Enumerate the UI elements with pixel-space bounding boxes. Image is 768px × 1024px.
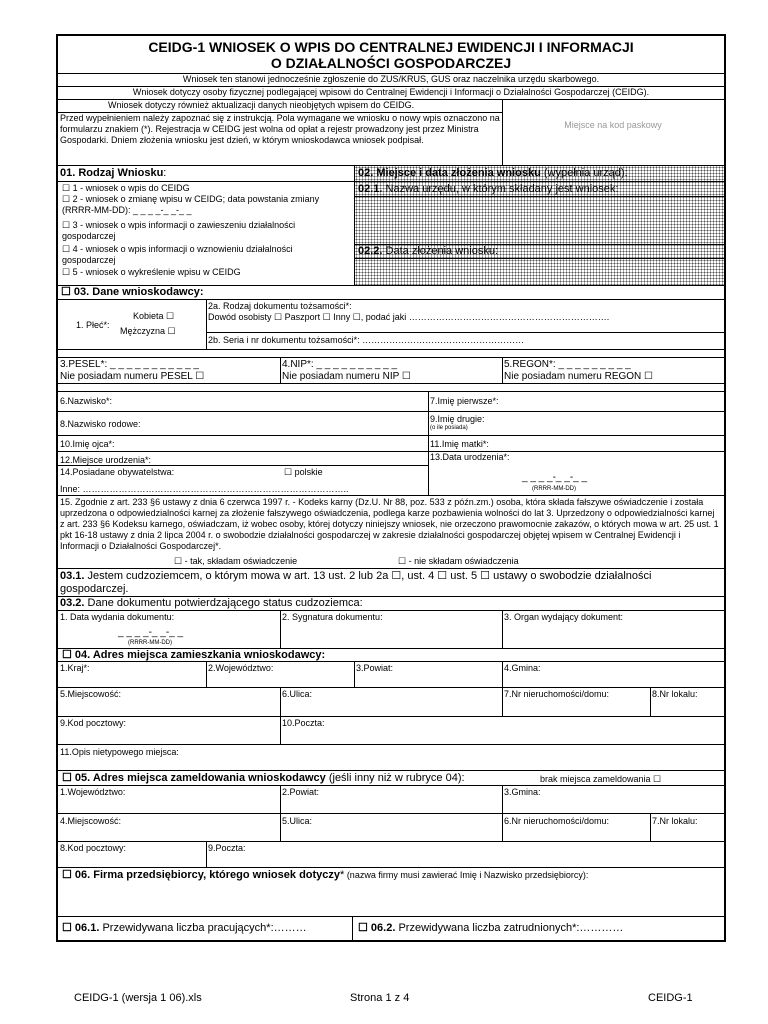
section-031-row — [58, 569, 724, 597]
instructions: Przed wypełnieniem należy zapoznać się z instrukcją. Pola wymagane we wniosku o nowy wpis oznaczono na formularzu znakiem (*). Rejestracja w CEIDG jest wolna od opłat a rejestr prowadzony jest przez Ministra Gospodarki. Dniem złożenia wniosku jest dzień, w którym wnioskodawca wniosek podpisał. — [60, 113, 500, 145]
ulica-field[interactable]: 6.Ulica: — [282, 689, 313, 699]
sygnatura-field[interactable]: 2. Sygnatura dokumentu: — [282, 612, 383, 622]
gmina-field[interactable]: 4.Gmina: — [504, 663, 541, 673]
zam-ulica-field[interactable]: 5.Ulica: — [282, 816, 313, 826]
regon-none-checkbox[interactable]: Nie posiadam numeru REGON ☐ — [504, 371, 654, 382]
nazwisko-rodowe-field[interactable]: 8.Nazwisko rodowe: — [60, 419, 141, 429]
section-01-title: 01. Rodzaj Wniosku: — [60, 167, 167, 179]
section-031-text: 03.1. Jestem cudzoziemcem, o którym mowa w art. 13 ust. 2 lub 2a ☐, ust. 4 ☐ ust. 5 ☐ ustawy o swobodzie działalności gospodarczej. — [60, 570, 652, 595]
s05-row1 — [58, 786, 724, 814]
title-line1: CEIDG-1 WNIOSEK O WPIS DO CENTRALNEJ EWIDENCJI I INFORMACJI — [148, 39, 634, 55]
section-06-title[interactable]: ☐ 06. Firma przedsiębiorcy, którego wniosek dotyczy* (nazwa firmy musi zawierać Imię i Nazwisko przedsiębiorcy): — [62, 869, 589, 881]
section-05-title-row — [58, 771, 724, 786]
imie-ojca-row — [58, 436, 724, 452]
zam-poczta-field[interactable]: 9.Poczta: — [208, 843, 246, 853]
oswiadczenie-text: 15. Zgodnie z art. 233 §6 ustawy z dnia 6 czerwca 1997 r. - Kodeks karny (Dz.U. Nr 88, poz. 533 z późn.zm.) osoba, która składa fałszywe oświadczenie i została uprzedzona o odpowiedzialności karnej za złożenie fałszywego oświadczenia, podlega karze pozbawienia wolności do lat 3. Uprzedzony o odpowiedzialności karnej z art. 233 §6 Kodeksu karnego, oświadczam, iż wobec osoby, której dotyczy niniejszy wniosek, nie orzeczono prawomocnie zakazów, o których mowa w art. 25 ust. 1 pkt 16-18 ustawy z dnia 2 lipca 2004 r. o swobodzie działalności gospodarczej w zakresie działalności gospodarczej objętej wpisem w Centralnej Ewidencji i Informacji o Działalności Gospodarczej*. — [60, 497, 719, 551]
section-021: 02.1. Nazwa urzędu, w którym składany jest wniosek: — [358, 183, 619, 195]
nip-none-checkbox[interactable]: Nie posiadam numeru NIP ☐ — [282, 371, 411, 382]
nr-lokalu-field[interactable]: 8.Nr lokalu: — [652, 689, 698, 699]
info-block — [58, 100, 724, 166]
miejscowosc-field[interactable]: 5.Miejscowość: — [60, 689, 122, 699]
imie-ojca-field[interactable]: 10.Imię ojca*: — [60, 439, 115, 449]
opt-zmiana[interactable]: ☐ 2 - wniosek o zmianę wpisu w CEIDG; data powstania zmiany — [62, 194, 320, 204]
oswiadczenie-nie-checkbox[interactable]: ☐ - nie składam oświadczenia — [398, 556, 519, 566]
wojewodztwo-field[interactable]: 2.Województwo: — [208, 663, 274, 673]
data-wydania-format: (RRRR-MM-DD) — [128, 640, 172, 646]
opt-wznowienie-cont: gospodarczej — [62, 255, 116, 265]
s04-row1 — [58, 662, 724, 688]
pesel-field[interactable]: 3.PESEL*: _ _ _ _ _ _ _ _ _ _ _ — [60, 359, 199, 370]
info-line2: Wniosek dotyczy osoby fizycznej podlegającej wpisowi do Centralnej Ewidencji i Informacji o Działalności Gospodarczej (CEIDG). — [58, 87, 724, 100]
spacer-row — [58, 384, 724, 392]
liczba-pracujacych-field[interactable]: ☐ 06.1. Przewidywana liczba pracujących*:……… — [62, 922, 307, 934]
obywatelstwa-inne-field[interactable]: Inne: …………………………………………………………………………….. — [60, 484, 349, 494]
footer-left: CEIDG-1 (wersja 1 06).xls — [74, 992, 202, 1004]
ceidg-form — [56, 34, 726, 942]
imie-drugie-field[interactable]: 9.Imię drugie: — [430, 414, 485, 424]
footer-center: Strona 1 z 4 — [350, 992, 410, 1004]
opt-wpis[interactable]: ☐ 1 - wniosek o wpis do CEIDG — [62, 183, 190, 193]
footer-right: CEIDG-1 — [648, 992, 693, 1004]
data-urodzenia-label: 13.Data urodzenia*: — [430, 452, 510, 462]
data-wydania-field[interactable]: _ _ _ _-_ _-_ _ — [118, 627, 184, 638]
title-line2: O DZIAŁALNOŚCI GOSPODARCZEJ — [270, 55, 512, 71]
nazwisko-rodowe-row — [58, 412, 724, 436]
pesel-nip-regon-row — [58, 358, 724, 384]
kobieta-checkbox[interactable]: Kobieta ☐ — [133, 311, 175, 321]
poczta-field[interactable]: 10.Poczta: — [282, 718, 325, 728]
liczba-zatrudnionych-field[interactable]: ☐ 06.2. Przewidywana liczba zatrudnionych*:………… — [358, 922, 624, 934]
nazwisko-row — [58, 392, 724, 412]
data-urodzenia-format: (RRRR-MM-DD) — [532, 486, 576, 492]
imie-matki-field[interactable]: 11.Imię matki*: — [430, 439, 489, 449]
zam-miejscowosc-field[interactable]: 4.Miejscowość: — [60, 816, 122, 826]
oswiadczenie-tak-checkbox[interactable]: ☐ - tak, składam oświadczenie — [174, 556, 298, 566]
opt-zawieszenie[interactable]: ☐ 3 - wniosek o wpis informacji o zawieszeniu działalności — [62, 220, 296, 230]
opt-wznowienie[interactable]: ☐ 4 - wniosek o wpis informacji o wznowieniu działalności — [62, 244, 293, 254]
section-02-title: 02. Miejsce i data złożenia wniosku (wypełnia urząd): — [358, 167, 628, 179]
form-title — [58, 36, 724, 74]
barcode-place: Miejsce na kod paskowy — [564, 120, 662, 130]
data-urodzenia-field[interactable]: _ _ _ _-_ _-_ _ — [522, 472, 588, 483]
s05-row2 — [58, 814, 724, 842]
info-line1: Wniosek ten stanowi jednocześnie zgłoszenie do ZUS/KRUS, GUS oraz naczelnika urzędu skarbowego. — [58, 74, 724, 87]
data-wydania-label: 1. Data wydania dokumentu: — [60, 612, 175, 622]
pesel-none-checkbox[interactable]: Nie posiadam numeru PESEL ☐ — [60, 371, 205, 382]
doc-kind-options[interactable]: Dowód osobisty ☐ Paszport ☐ Inny ☐, podać jaki …………………………………………………………. — [208, 312, 610, 322]
spacer-row — [58, 350, 724, 358]
opis-miejsca-field[interactable]: 11.Opis nietypowego miejsca: — [60, 747, 179, 757]
imie-drugie-note: (o ile posiada) — [430, 425, 468, 431]
kod-pocztowy-field[interactable]: 9.Kod pocztowy: — [60, 718, 127, 728]
zam-nr-lokalu-field[interactable]: 7.Nr lokalu: — [652, 816, 698, 826]
zam-kod-pocztowy-field[interactable]: 8.Kod pocztowy: — [60, 843, 127, 853]
mezczyzna-checkbox[interactable]: Mężczyzna ☐ — [120, 326, 176, 336]
section-01-02 — [58, 166, 724, 286]
section-022: 02.2. Data złożenia wniosku: — [358, 245, 499, 257]
opt-wykreslenie[interactable]: ☐ 5 - wniosek o wykreślenie wpisu w CEIDG — [62, 267, 241, 277]
oswiadczenie-row — [58, 496, 724, 569]
plec-doc-row — [58, 300, 724, 350]
brak-zameldowania-checkbox[interactable]: brak miejsca zameldowania ☐ — [540, 774, 662, 784]
zam-nr-domu-field[interactable]: 6.Nr nieruchomości/domu: — [504, 816, 610, 826]
imie-pierwsze-field[interactable]: 7.Imię pierwsze*: — [430, 396, 499, 406]
polskie-checkbox[interactable]: ☐ polskie — [284, 467, 323, 477]
opt-zmiana-date[interactable]: (RRRR-MM-DD): _ _ _ _-_ _-_ _ — [62, 205, 192, 215]
organ-field[interactable]: 3. Organ wydający dokument: — [504, 612, 624, 622]
s04-row4 — [58, 745, 724, 771]
section-03-title: ☐ 03. Dane wnioskodawcy: — [58, 286, 724, 300]
zam-wojewodztwo-field[interactable]: 1.Województwo: — [60, 787, 126, 797]
doc-number-field[interactable]: 2b. Seria i nr dokumentu tożsamości*: ……………………………………………… — [208, 335, 525, 345]
nazwisko-field[interactable]: 6.Nazwisko*: — [60, 396, 113, 406]
miejsce-urodzenia-field[interactable]: 12.Miejsce urodzenia*: — [60, 455, 152, 465]
section-04-title: ☐ 04. Adres miejsca zamieszkania wnioskodawcy: — [58, 649, 724, 662]
section-061-062-row — [58, 917, 724, 940]
regon-field[interactable]: 5.REGON*: _ _ _ _ _ _ _ _ _ — [504, 359, 631, 370]
section-05-title: ☐ 05. Adres miejsca zameldowania wnioskodawcy (jeśli inny niż w rubryce 04): — [62, 772, 465, 784]
section-06-row — [58, 868, 724, 917]
info-line3: Wniosek dotyczy również aktualizacji danych nieobjętych wpisem do CEIDG. — [108, 100, 415, 110]
opt-zawieszenie-cont: gospodarczej — [62, 231, 116, 241]
section-032-row — [58, 611, 724, 649]
plec-label: 1. Płeć*: — [76, 320, 110, 330]
urodzenie-row — [58, 452, 724, 496]
s04-row3 — [58, 717, 724, 745]
s05-row3 — [58, 842, 724, 868]
section-032-title: 03.2. Dane dokumentu potwierdzającego status cudzoziemca: — [58, 597, 724, 611]
zam-powiat-field[interactable]: 2.Powiat: — [282, 787, 320, 797]
nip-field[interactable]: 4.NIP*: _ _ _ _ _ _ _ _ _ _ — [282, 359, 398, 370]
s04-row2 — [58, 688, 724, 717]
zam-gmina-field[interactable]: 3.Gmina: — [504, 787, 541, 797]
obywatelstwa-label: 14.Posiadane obywatelstwa: — [60, 467, 175, 477]
powiat-field[interactable]: 3.Powiat: — [356, 663, 394, 673]
kraj-field[interactable]: 1.Kraj*: — [60, 663, 90, 673]
section-01-options — [62, 183, 352, 278]
doc-kind-label: 2a. Rodzaj dokumentu tożsamości*: — [208, 301, 352, 311]
nr-domu-field[interactable]: 7.Nr nieruchomości/domu: — [504, 689, 610, 699]
